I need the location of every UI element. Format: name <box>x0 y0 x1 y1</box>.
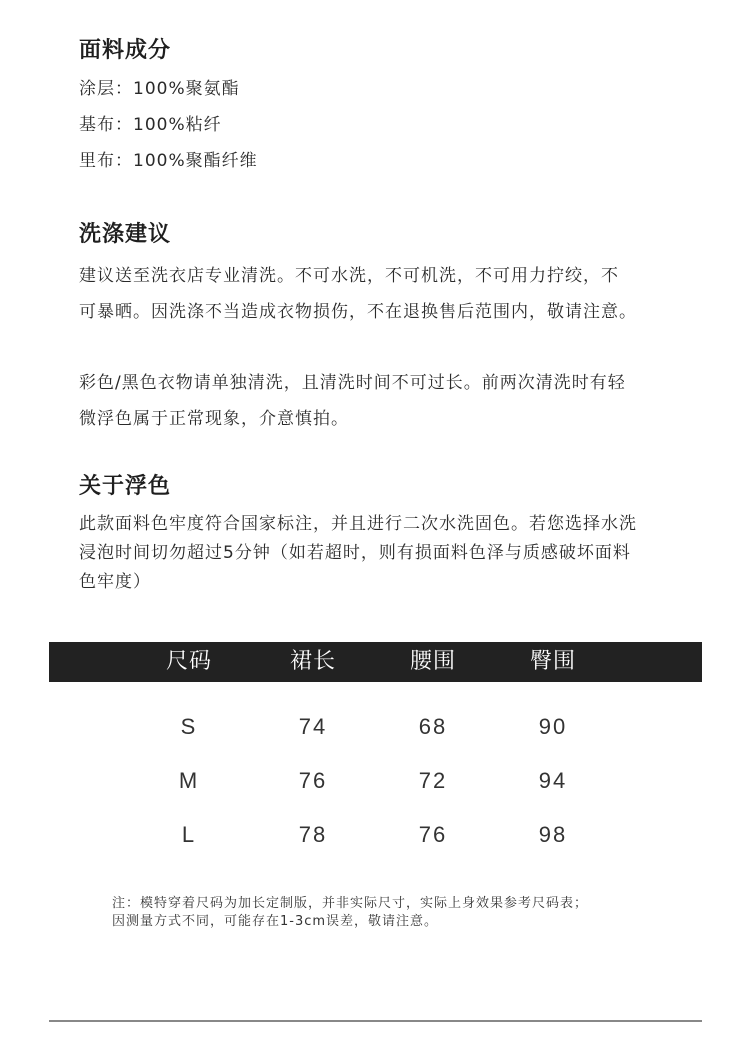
size-row-s <box>0 714 750 744</box>
measurement-note <box>112 895 588 931</box>
washing-para2-line-2: 微浮色属于正常现象，介意慎拍。 <box>79 409 349 429</box>
skirt-length-cell: 76 <box>298 768 328 793</box>
waist-cell: 72 <box>418 768 448 793</box>
bottom-divider <box>49 1020 702 1022</box>
size-cell: M <box>178 768 200 793</box>
header-size: 尺码 <box>165 649 213 674</box>
size-row-l <box>0 822 750 852</box>
fabric-title: 面料成分 <box>79 38 172 63</box>
washing-paragraph-1 <box>79 258 689 330</box>
fabric-coating: 涂层：100%聚氨酯 <box>79 79 240 99</box>
fabric-lining: 里布：100%聚酯纤维 <box>79 151 258 171</box>
size-cell: S <box>180 714 198 739</box>
size-cell: L <box>181 822 197 847</box>
hip-cell: 90 <box>538 714 568 739</box>
washing-title: 洗涤建议 <box>79 222 172 247</box>
floating-color-line-1: 此款面料色牢度符合国家标注，并且进行二次水洗固色。若您选择水洗 <box>79 514 637 534</box>
header-hip: 臀围 <box>529 649 577 674</box>
washing-paragraph-2 <box>79 365 689 437</box>
floating-color-line-3: 色牢度） <box>79 572 151 592</box>
hip-cell: 98 <box>538 822 568 847</box>
hip-cell: 94 <box>538 768 568 793</box>
washing-para2-line-1: 彩色/黑色衣物请单独清洗，且清洗时间不可过长。前两次清洗时有轻 <box>79 373 626 393</box>
floating-color-title: 关于浮色 <box>79 474 172 499</box>
note-line-1: 注：模特穿着尺码为加长定制版，并非实际尺寸，实际上身效果参考尺码表； <box>112 896 589 911</box>
waist-cell: 76 <box>418 822 448 847</box>
header-skirt-length: 裙长 <box>289 649 337 674</box>
skirt-length-cell: 74 <box>298 714 328 739</box>
skirt-length-cell: 78 <box>298 822 328 847</box>
note-line-2: 因测量方式不同，可能存在1-3cm误差，敬请注意。 <box>112 914 439 929</box>
header-waist: 腰围 <box>409 649 457 674</box>
size-row-m <box>0 768 750 798</box>
floating-color-paragraph <box>79 510 689 597</box>
floating-color-line-2: 浸泡时间切勿超过5分钟（如若超时，则有损面料色泽与质感破坏面料 <box>79 543 631 563</box>
waist-cell: 68 <box>418 714 448 739</box>
washing-para1-line-1: 建议送至洗衣店专业清洗。不可水洗，不可机洗，不可用力拧绞，不 <box>79 266 619 286</box>
fabric-base: 基布：100%粘纤 <box>79 115 222 135</box>
washing-para1-line-2: 可暴晒。因洗涤不当造成衣物损伤，不在退换售后范围内，敬请注意。 <box>79 302 637 322</box>
size-table-header <box>49 642 702 682</box>
